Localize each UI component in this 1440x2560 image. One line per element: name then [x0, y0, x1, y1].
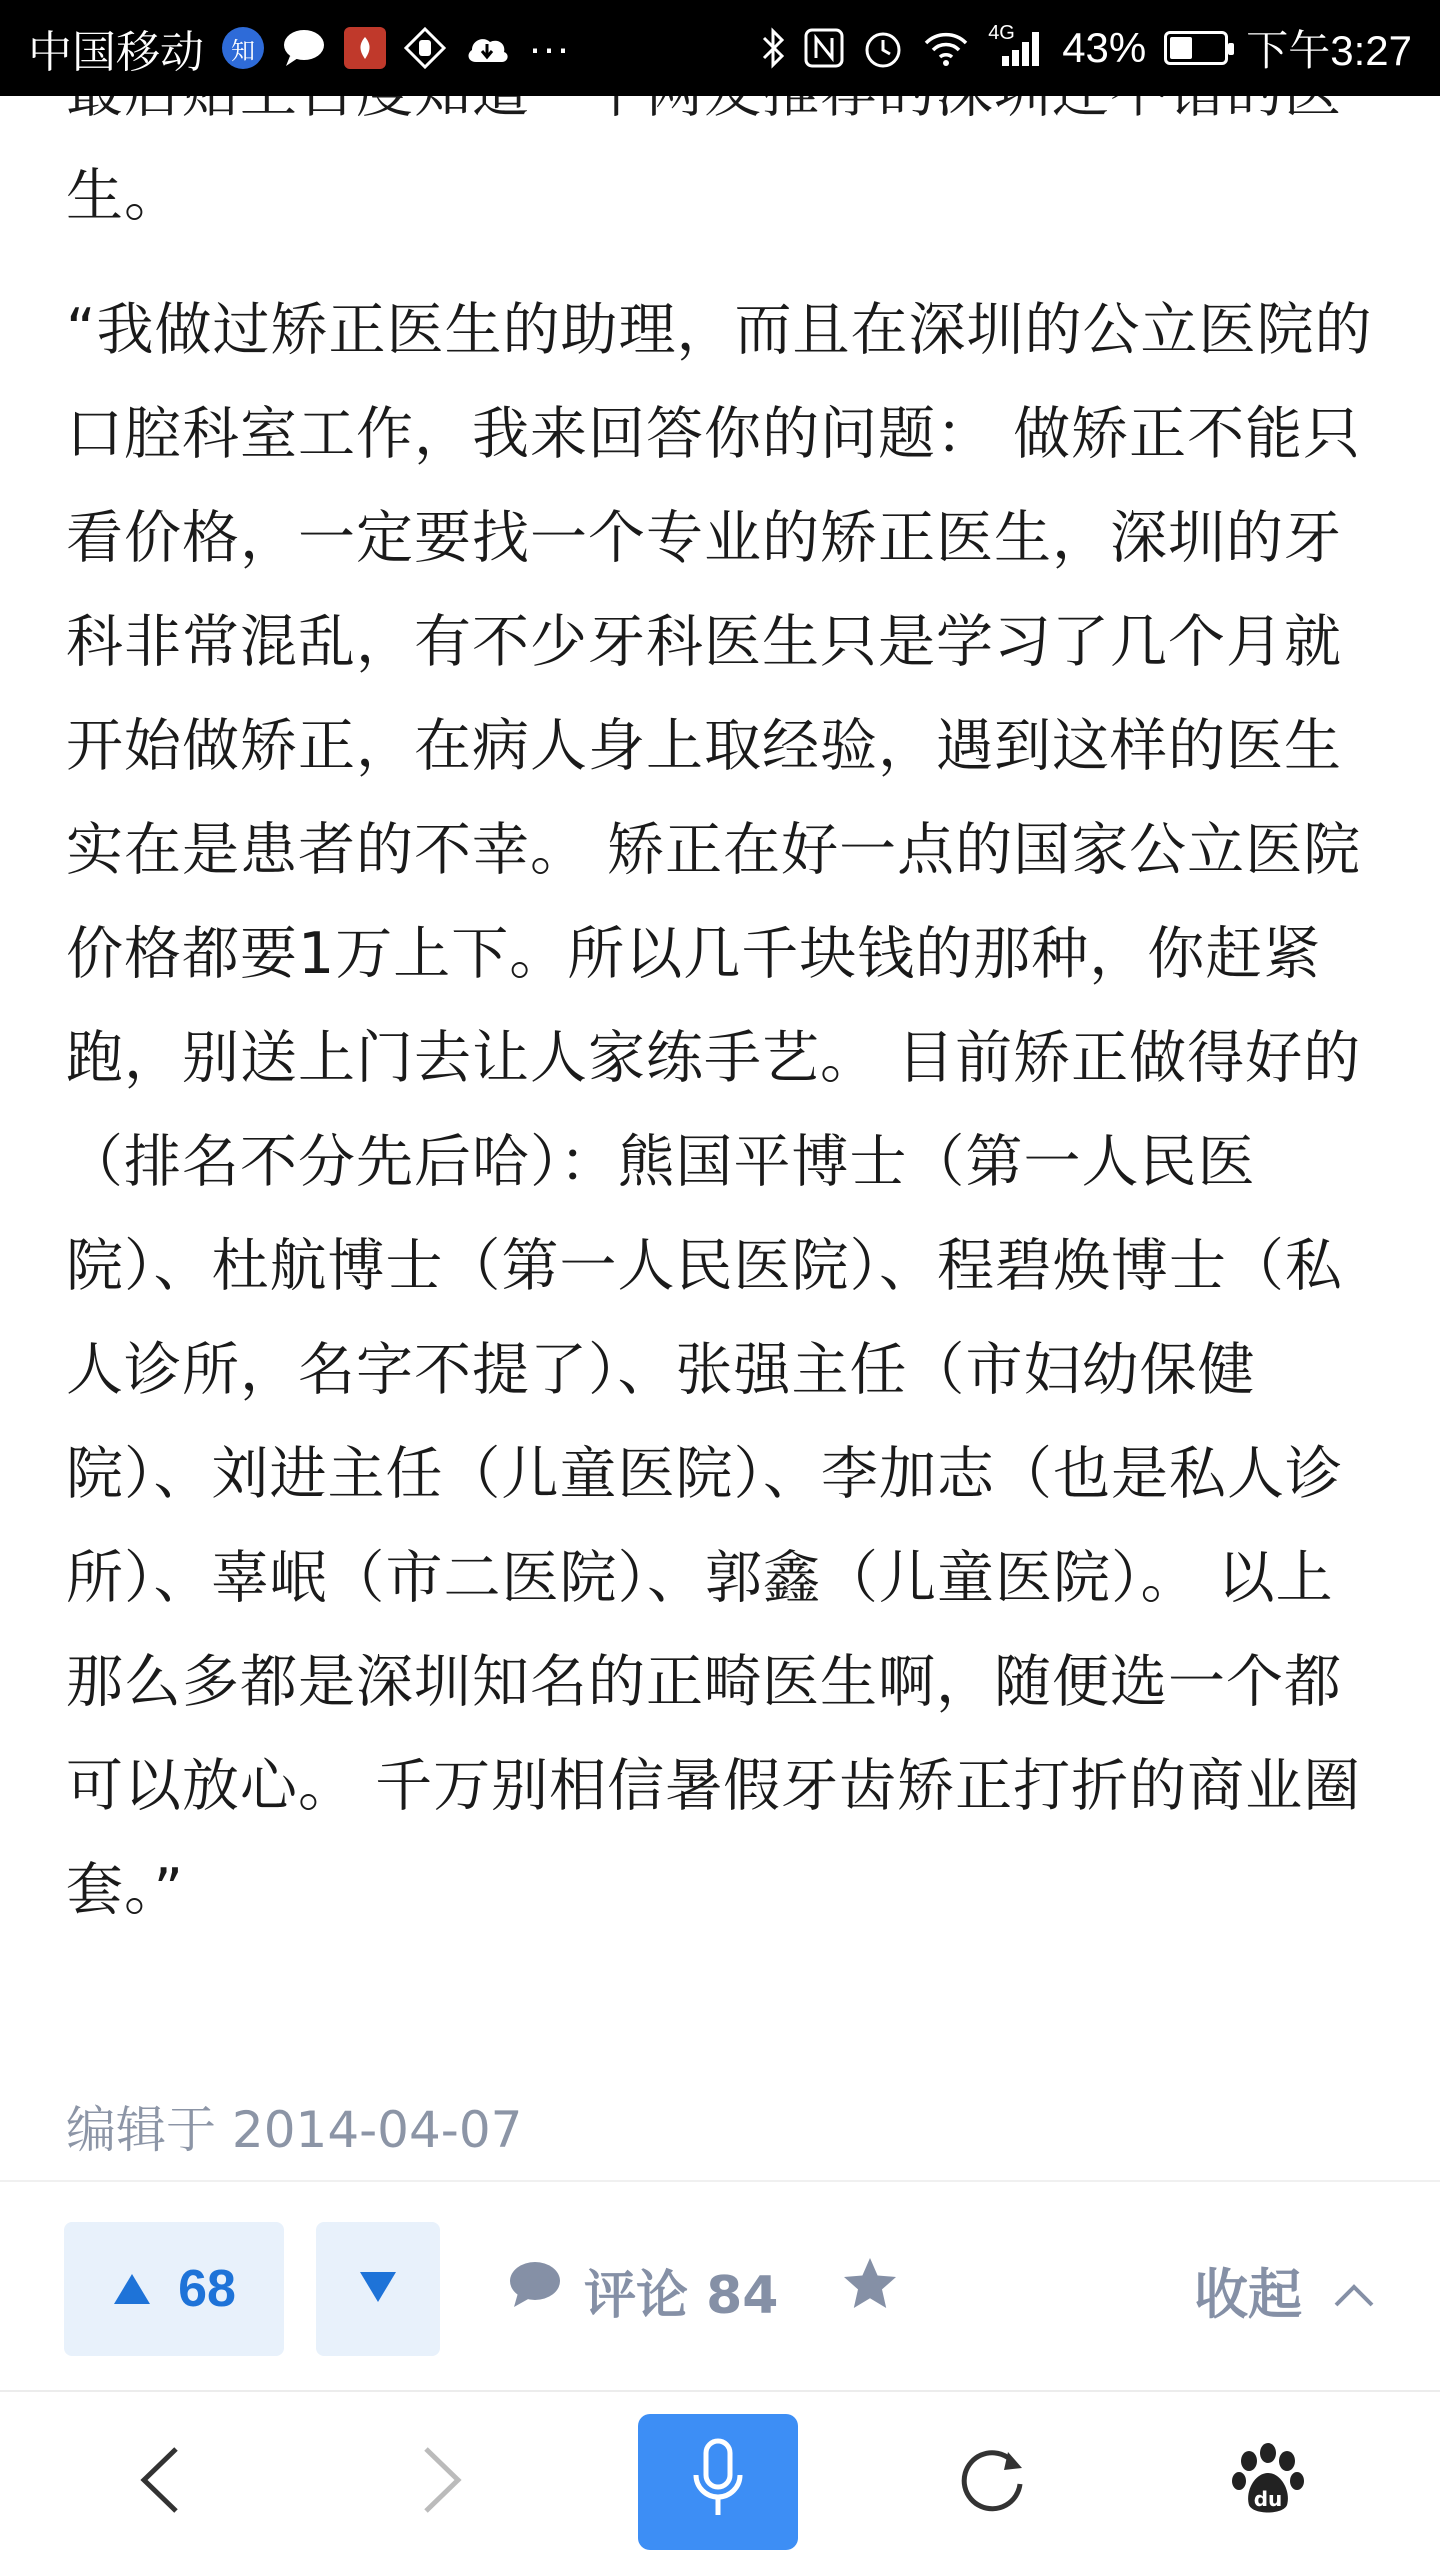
downvote-button[interactable]: [316, 2222, 440, 2356]
favorite-star-button[interactable]: [840, 2254, 910, 2324]
triangle-down-icon: [358, 2270, 398, 2308]
network-type: 4G: [988, 22, 1015, 44]
app-notification-icon: [344, 27, 386, 69]
battery-level: [1170, 37, 1192, 59]
svg-text:du: du: [1253, 2487, 1283, 2511]
chat-bubble-icon: [282, 28, 326, 68]
answer-body: [66, 40, 1386, 1942]
status-bar-left: [28, 16, 570, 80]
back-button[interactable]: [80, 2414, 240, 2550]
carrier-name: 中国移动: [28, 28, 204, 77]
star-icon: [840, 2299, 900, 2318]
zhihu-notification-icon: 知: [222, 27, 264, 69]
baidu-home-button[interactable]: [1188, 2414, 1348, 2550]
chevron-up-icon: [1332, 2259, 1376, 2322]
refresh-button[interactable]: [912, 2414, 1072, 2550]
more-notifications: ···: [528, 24, 570, 71]
bluetooth-icon: [760, 26, 786, 70]
upvote-button[interactable]: [64, 2222, 284, 2356]
baidu-paw-icon: [1231, 2443, 1305, 2521]
upvote-count: 68: [178, 2260, 236, 2318]
back-icon: [138, 2445, 182, 2519]
browser-bottom-nav: [0, 2390, 1440, 2560]
hand-icon: [404, 27, 446, 69]
edited-date: 编辑于 2014-04-07: [66, 2101, 523, 2159]
status-bar: [0, 0, 1440, 96]
answer-paragraph: 生。: [66, 163, 182, 229]
answer-action-bar: [0, 2180, 1440, 2390]
forward-icon: [420, 2445, 464, 2519]
answer-paragraph: “我做过矫正医生的助理，而且在深圳的公立医院的口腔科室工作，我来回答你的问题： 做矫正不能只看价格，一定要找一个专业的矫正医生，深圳的牙科非常混乱，有不少牙科医生只是学习了几个月就开始做矫正，在病人身上取经验，遇到这样的医生实在是患者的不幸。 矫正在好一点的国家公立医院价格都要1万上下。所以几千块钱的那种，你赶紧跑，别送上门去让人家练手艺。 目前矫正做得好的（排名不分先后哈）：熊国平博士（第一人民医院）、杜航博士（第一人民医院）、程碧焕博士（私人诊所，名字不提了）、张强主任（市妇幼保健院）、刘进主任（儿童医院）、李加志（也是私人诊所）、辜岷（市二医院）、郭鑫（儿童医院）。 以上那么多都是深圳知名的正畸医生啊，随便选一个都可以放心。 千万别相信暑假牙齿矫正打折的商业圈套。”: [66, 297, 1373, 1923]
battery-percent: 43%: [1062, 24, 1147, 71]
cloud-download-icon: [464, 30, 510, 66]
forward-button[interactable]: [362, 2414, 522, 2550]
battery-icon: [1164, 31, 1228, 65]
collapse-label: 收起: [1194, 2262, 1302, 2326]
comment-bubble-icon: [508, 2259, 562, 2322]
clock: 下午3:27: [1246, 27, 1412, 74]
nfc-icon: [804, 28, 844, 68]
collapse-button[interactable]: [1194, 2242, 1376, 2338]
comment-label: 评论 84: [584, 2265, 779, 2326]
comment-button[interactable]: [508, 2242, 778, 2338]
status-bar-right: [760, 18, 1412, 78]
triangle-up-icon: [112, 2259, 152, 2319]
alarm-icon: [862, 27, 904, 69]
cellular-signal-icon: [988, 22, 1044, 68]
wifi-icon: [922, 29, 970, 67]
refresh-icon: [956, 2444, 1028, 2520]
microphone-icon: [688, 2435, 748, 2529]
voice-search-button[interactable]: [638, 2414, 798, 2550]
